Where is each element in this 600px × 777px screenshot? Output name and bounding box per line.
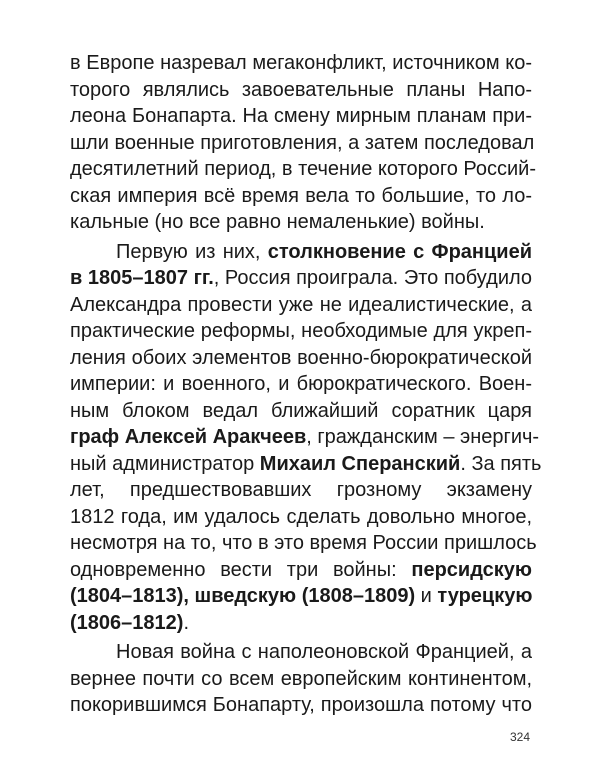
text-line [70, 371, 532, 398]
page-number: 324 [509, 730, 530, 744]
text-run: Александра провести уже не идеалистические, а [70, 293, 532, 316]
text-line [70, 557, 532, 584]
text-run: одновременно вести три войны: [70, 558, 412, 581]
text-line [70, 639, 532, 666]
text-run: покорившимся Бонапарту, произошла потому что [70, 694, 532, 716]
text-line [70, 504, 532, 531]
text-run: ным блоком ведал ближайший соратник царя [70, 399, 532, 422]
paragraph-3 [70, 639, 532, 719]
body-text [70, 50, 542, 719]
text-run: , Россия проиграла. Это побудило [213, 267, 533, 289]
text-line [70, 50, 532, 77]
text-line [70, 156, 537, 183]
text-run: Новая война с наполеоновской Францией, а [116, 641, 532, 663]
text-run: вернее почти со всем европейским континентом, [70, 667, 532, 690]
text-line [70, 345, 532, 372]
text-line [70, 130, 535, 157]
text-run: ный администратор [70, 452, 260, 475]
text-line [70, 265, 532, 292]
text-run: в Европе назревал мегаконфликт, источником ко- [70, 52, 532, 74]
text-run: Первую из них, [116, 240, 268, 263]
text-run: . [183, 611, 189, 634]
paragraph-1 [70, 50, 537, 236]
bold-term: граф Алексей Аракчеев [70, 426, 307, 448]
text-run: кальные (но все равно немаленькие) войны. [70, 211, 485, 233]
bold-term: (1806–1812) [70, 611, 184, 634]
text-line [70, 292, 532, 319]
text-line [70, 398, 532, 425]
text-run: шли военные приготовления, а затем последовал [70, 131, 535, 154]
text-line [70, 77, 532, 104]
text-run: леона Бонапарта. На смену мирным планам при- [70, 105, 532, 127]
text-run: 1812 года, им удалось сделать довольно многое, [70, 505, 532, 528]
text-run: . За пять [460, 452, 542, 475]
text-line [70, 451, 542, 478]
text-run: , гражданским – энергич- [306, 426, 540, 448]
text-run: торого являлись завоевательные планы Напо- [70, 78, 532, 101]
text-line [70, 424, 540, 451]
text-run: ления обоих элементов военно-бюрократической [70, 346, 532, 369]
bold-term: персидскую [411, 558, 532, 581]
text-line [70, 692, 532, 719]
text-line [70, 209, 532, 236]
text-line [70, 183, 532, 210]
text-line [70, 318, 532, 345]
bold-term: (1804–1813), шведскую (1808–1809) [70, 585, 416, 607]
bold-term: в 1805–1807 гг. [70, 267, 214, 289]
text-run: практические реформы, необходимые для укреп- [70, 320, 532, 342]
text-line [70, 666, 532, 693]
bold-term: турецкую [437, 585, 533, 607]
text-run: лет, предшествовавших грозному экзамену [70, 479, 532, 501]
text-run: империи: и военного, и бюрократического. Воен- [70, 373, 532, 395]
text-line [70, 610, 532, 637]
text-run: и [415, 585, 438, 607]
text-line [70, 530, 537, 557]
paragraph-2 [70, 239, 542, 637]
text-run: ская империя всё время вела то большие, то ло- [70, 184, 532, 207]
text-line [70, 239, 532, 266]
bold-term: Михаил Сперанский [259, 452, 461, 475]
text-line [70, 477, 532, 504]
text-line [70, 103, 532, 130]
bold-term: столкновение с Францией [267, 240, 533, 263]
text-line [70, 583, 532, 610]
text-run: несмотря на то, что в это время России пришлось [70, 532, 537, 554]
text-run: десятилетний период, в течение которого Россий- [70, 158, 537, 180]
